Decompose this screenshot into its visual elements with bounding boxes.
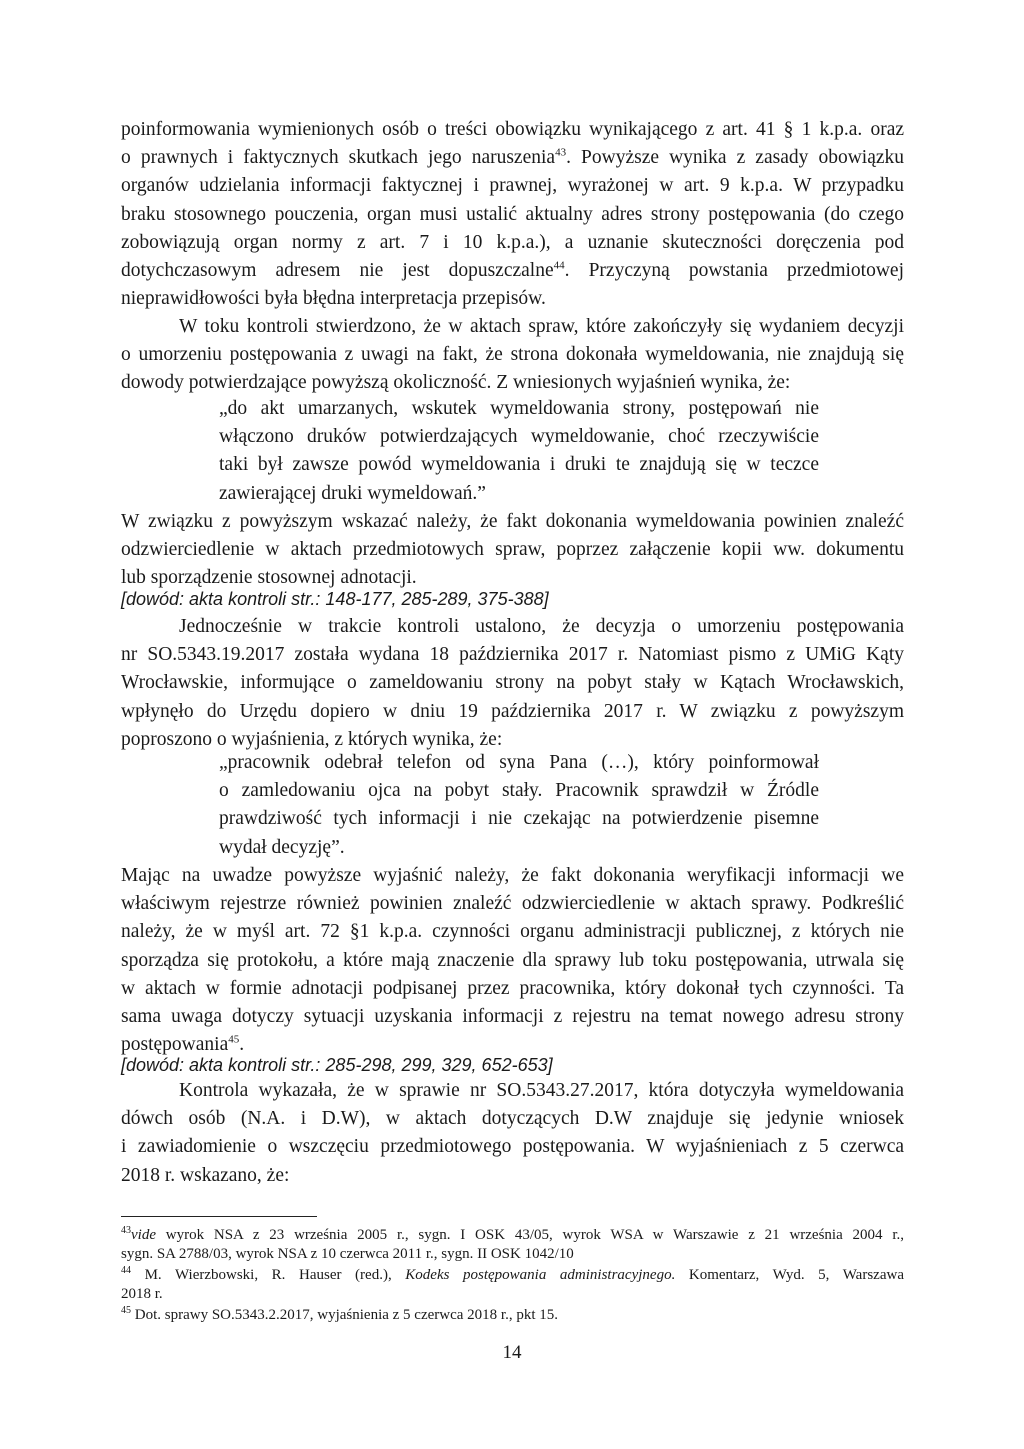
text-line: „pracownik odebrał telefon od syna Pana (…), który poinformował — [219, 752, 819, 773]
text-line: zawierającej druki wymeldowań.” — [219, 482, 486, 504]
text-line: 2018 r. wskazano, że: — [121, 1164, 290, 1186]
evidence-citation-1: [dowód: akta kontroli str.: 148-177, 285-289, 375-388] — [121, 589, 549, 609]
footnote-ref[interactable]: 43 — [555, 146, 567, 159]
text-line: W toku kontroli stwierdzono, że w aktach spraw, które zakończyły się wydaniem decyzji — [179, 316, 904, 337]
paragraph-1 — [121, 116, 904, 313]
text-line: organów udzielania informacji faktycznej i prawnej, wyrażonej w art. 9 k.p.a. W przypadku — [121, 175, 904, 197]
paragraph-4 — [121, 613, 904, 754]
quote-2 — [121, 749, 904, 862]
text-line: dotychczasowym adresem nie jest dopuszczalne$^{44}$. Przyczyną powstania przedmiotowej — [121, 259, 904, 281]
quote-1 — [121, 395, 904, 508]
text-line: wpłynęło do Urzędu dopiero w dniu 19 października 2017 r. W związku z powyższym — [121, 700, 904, 722]
text-line: Jednocześnie w trakcie kontroli ustalono, że decyzja o umorzeniu postępowania — [179, 616, 904, 637]
text-line: dówch osób (N.A. i D.W), w aktach dotyczących D.W znajduje się jedynie wniosek — [121, 1108, 904, 1130]
text-line: Kontrola wykazała, że w sprawie nr SO.5343.27.2017, która dotyczyła wymeldowania — [179, 1080, 904, 1101]
footnote-44: $^{44}$ M. Wierzbowski, R. Hauser (red.), Kodeks postępowania administracyjnego. Komentarz, Wyd. 5, Warszawa 2018 r. — [121, 1265, 904, 1302]
text-line: należy, że w myśl art. 72 §1 k.p.a. czynności organu administracji publicznej, z których nie — [121, 921, 904, 943]
text-line: nr SO.5343.19.2017 została wydana 18 października 2017 r. Natomiast pismo z UMiG Kąty — [121, 644, 904, 666]
text-line: zobowiązują organ normy z art. 7 i 10 k.p.a.), a uznanie skuteczności doręczenia pod — [121, 231, 904, 253]
text-line: o zamledowaniu ojca na pobyt stały. Pracownik sprawdził w Źródle — [219, 780, 819, 802]
text-line: właściwym rejestrze również powinien znaleźć odzwierciedlenie w aktach sprawy. Podkreślić — [121, 893, 904, 915]
text-line: sama uwaga dotyczy sytuacji uzyskania informacji z rejestru na temat nowego adresu strony — [121, 1005, 904, 1027]
text-line: nieprawidłowości była błędna interpretacja przepisów. — [121, 288, 546, 310]
text-line: odzwierciedlenie w aktach przedmiotowych spraw, poprzez załączenie kopii ww. dokumentu — [121, 539, 904, 561]
paragraph-3 — [121, 508, 904, 593]
text-line: o umorzeniu postępowania z uwagi na fakt, że strona dokonała wymeldowania, nie znajdują się — [121, 344, 904, 366]
footnote-separator — [121, 1216, 317, 1217]
text-line: prawdziwość tych informacji i nie czekając na potwierdzenie pisemne — [219, 808, 819, 830]
text-line: taki był zawsze powód wymeldowania i druki te znajdują się w teczce — [219, 454, 819, 476]
paragraph-6 — [121, 1077, 904, 1190]
paragraph-2 — [121, 313, 904, 398]
text-line: włączono druków potwierdzających wymeldowanie, choć rzeczywiście — [219, 426, 819, 448]
text-line: sporządza się protokołu, a które mają znaczenie dla sprawy lub toku postępowania, utrwala się — [121, 949, 904, 971]
text-line: Wrocławskie, informujące o zameldowaniu strony na pobyt stały w Kątach Wrocławskich, — [121, 672, 904, 694]
paragraph-5 — [121, 862, 904, 1059]
footnote-ref[interactable]: 45 — [228, 1033, 240, 1046]
text-line: lub sporządzenie stosownej adnotacji. — [121, 567, 417, 589]
text-line: „do akt umarzanych, wskutek wymeldowania strony, postępowań nie — [219, 398, 819, 419]
text-line: wydał decyzję”. — [219, 836, 345, 858]
footnote-45: $^{45}$ Dot. sprawy SO.5343.2.2017, wyjaśnienia z 5 czerwca 2018 r., pkt 15. — [121, 1305, 559, 1323]
text-line: braku stosownego pouczenia, organ musi ustalić aktualny adres strony postępowania (do czego — [121, 203, 904, 225]
evidence-citation-2: [dowód: akta kontroli str.: 285-298, 299, 329, 652-653] — [121, 1055, 553, 1075]
text-line: poinformowania wymienionych osób o treści obowiązku wynikającego z art. 41 § 1 k.p.a. oraz — [121, 119, 904, 140]
text-line: o prawnych i faktycznych skutkach jego naruszenia$^{43}$. Powyższe wynika z zasady obowiązku — [121, 146, 904, 169]
text-line: dowody potwierdzające powyższą okoliczność. Z wniesionych wyjaśnień wynika, że: — [121, 372, 791, 394]
page-number: 14 — [502, 1342, 522, 1363]
footnote-ref[interactable]: 44 — [553, 259, 565, 272]
text-line: W związku z powyższym wskazać należy, że fakt dokonania wymeldowania powinien znaleźć — [121, 511, 904, 532]
text-line: postępowania$^{45}$. — [121, 1033, 245, 1056]
text-line: poproszono o wyjaśnienia, z których wynika, że: — [121, 728, 503, 750]
footnote-43: $^{43}$vide wyrok NSA z 23 września 2005 r., sygn. I OSK 43/05, wyrok WSA w Warszawie z 21 września 2004 r., sygn. SA 2788/03, wyrok NSA z 10 czerwca 2011 r., sygn. II OSK 1042/10 — [121, 1225, 904, 1262]
text-line: Mając na uwadze powyższe wyjaśnić należy, że fakt dokonania weryfikacji informacji we — [121, 865, 904, 886]
text-line: w aktach w formie adnotacji podpisanej przez pracownika, który dokonał tych czynności. Ta — [121, 977, 904, 999]
text-line: i zawiadomienie o wszczęciu przedmiotowego postępowania. W wyjaśnieniach z 5 czerwca — [121, 1136, 904, 1158]
